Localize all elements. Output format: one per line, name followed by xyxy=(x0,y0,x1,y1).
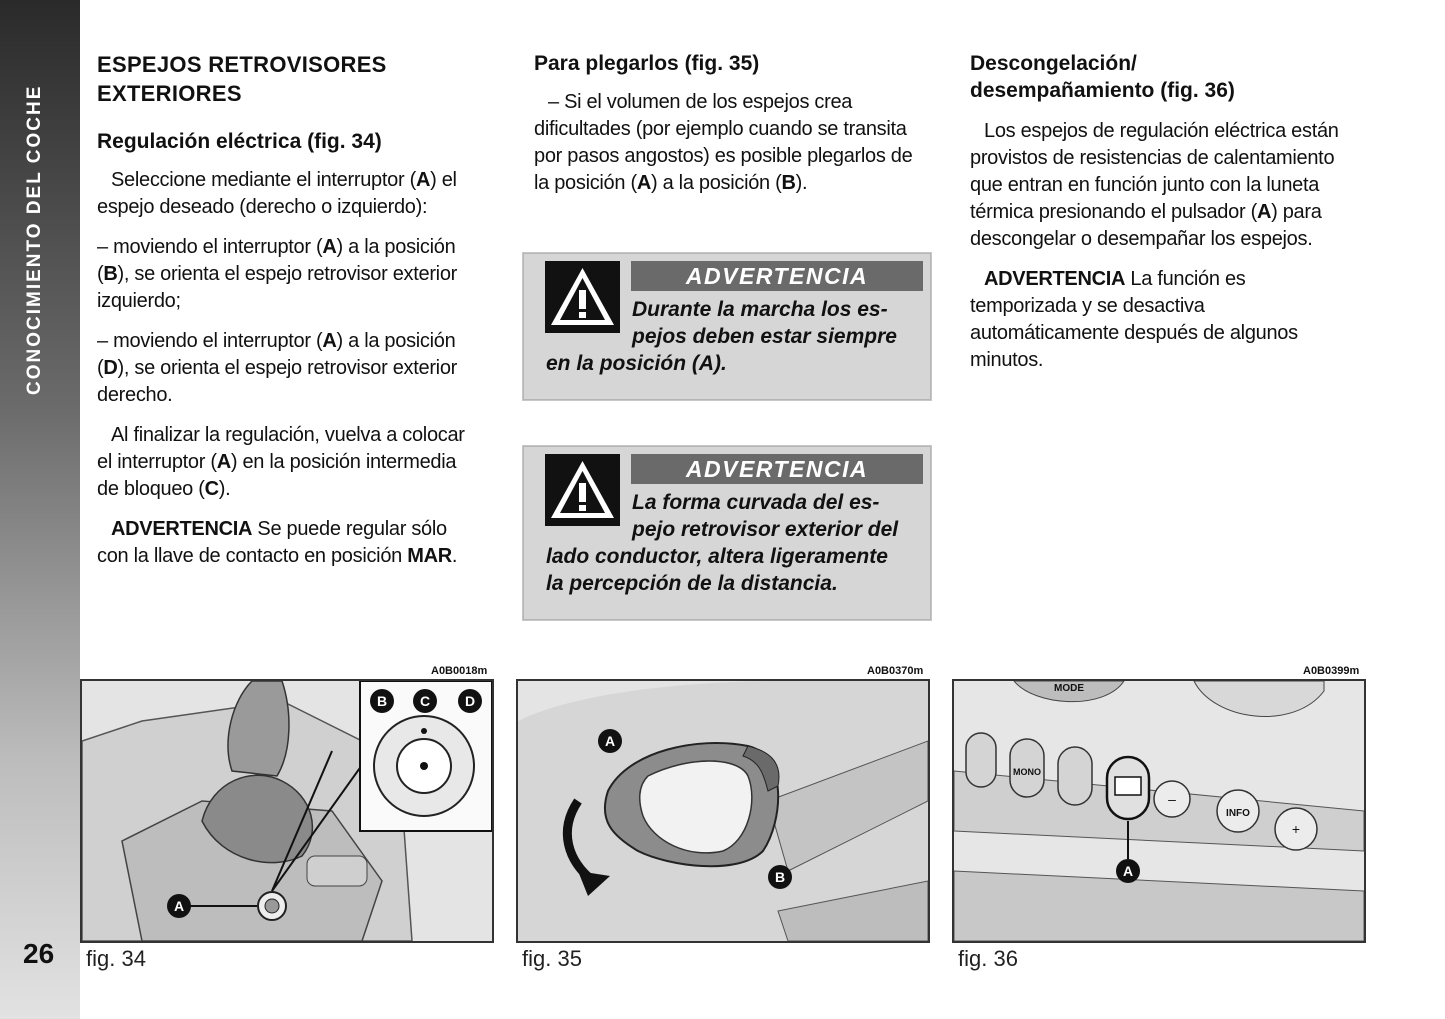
section-title xyxy=(97,50,477,108)
figure-code: A0B0399m xyxy=(1303,665,1360,677)
title-line-1: ESPEJOS RETROVISORES xyxy=(97,52,387,77)
figure-caption: fig. 34 xyxy=(86,946,146,971)
figure-label: C xyxy=(419,693,431,709)
warning-text-line: la percepción de la distancia. xyxy=(546,572,838,595)
figure-label: A xyxy=(1122,863,1134,879)
warning-box-2 xyxy=(523,446,931,620)
warning-text-line: Durante la marcha los es- xyxy=(632,298,888,321)
paragraph: – moviendo el interruptor (A) a la posición (B), se orienta el espejo retrovisor exterior izquierdo; xyxy=(97,236,458,312)
warning-text-line: pejos deben estar siempre xyxy=(632,325,897,348)
figure-36 xyxy=(952,679,1366,943)
figure-35 xyxy=(516,679,930,943)
subtitle-descongelacion xyxy=(970,50,1350,104)
warning-triangle-icon xyxy=(545,454,620,526)
title-line-2: EXTERIORES xyxy=(97,81,242,106)
warning-text-line: pejo retrovisor exterior del xyxy=(632,518,899,541)
figure-34 xyxy=(80,679,494,943)
subtitle-regulacion: Regulación eléctrica (fig. 34) xyxy=(97,130,382,153)
paragraph: – Si el volumen de los espejos crea dificultades (por ejemplo cuando se transita por pasos angostos) es posible plegarlos de la posición (A) a la posición (B). xyxy=(534,91,913,194)
figure-code: A0B0370m xyxy=(867,665,924,677)
figure-label: D xyxy=(464,693,476,709)
column-left xyxy=(97,50,477,583)
dashboard-label: – xyxy=(1168,791,1176,807)
warning-triangle-icon xyxy=(545,261,620,333)
figure-label: B xyxy=(376,693,388,709)
section-label: CONOCIMIENTO DEL COCHE xyxy=(24,84,45,395)
warning-box-1 xyxy=(523,253,931,400)
paragraph: Al finalizar la regulación, vuelva a colocar el interruptor (A) en la posición intermedia de bloqueo (C). xyxy=(97,424,465,500)
paragraph: ADVERTENCIA La función es temporizada y se desactiva automáticamente después de algunos minutos. xyxy=(970,268,1298,371)
paragraph: ADVERTENCIA Se puede regular sólo con la llave de contacto en posición MAR. xyxy=(97,518,458,567)
subtitle-plegarlos: Para plegarlos (fig. 35) xyxy=(534,52,760,75)
warning-text-line: La forma curvada del es- xyxy=(632,491,880,514)
figure-label: B xyxy=(774,869,786,885)
figure-caption: fig. 36 xyxy=(958,946,1018,971)
dashboard-label: INFO xyxy=(1226,808,1250,819)
column-right xyxy=(970,50,1350,387)
figure-caption: fig. 35 xyxy=(522,946,582,971)
warning-text-line: en la posición (A). xyxy=(546,352,727,375)
subtitle-line-1: Descongelación/ xyxy=(970,52,1137,75)
dashboard-label: MODE xyxy=(1054,683,1084,694)
paragraph: – moviendo el interruptor (A) a la posición (D), se orienta el espejo retrovisor exterior derecho. xyxy=(97,330,458,406)
warning-header: ADVERTENCIA xyxy=(631,454,923,484)
column-middle xyxy=(534,50,914,210)
dashboard-label: + xyxy=(1291,821,1301,837)
figure-label: A xyxy=(604,733,616,749)
paragraph: Los espejos de regulación eléctrica están provistos de resistencias de calentamiento que entran en función junto con la luneta térmica presionando el pulsador (A) para descongelar o desempañar los espejos. xyxy=(970,120,1339,250)
figure-code: A0B0018m xyxy=(431,665,488,677)
subtitle-line-2: desempañamiento (fig. 36) xyxy=(970,79,1235,102)
figure-label: A xyxy=(173,898,185,914)
page-number: 26 xyxy=(23,938,55,969)
paragraph: Seleccione mediante el interruptor (A) el espejo deseado (derecho o izquierdo): xyxy=(97,169,457,218)
warning-text-line: lado conductor, altera ligeramente xyxy=(546,545,888,568)
warning-header: ADVERTENCIA xyxy=(631,261,923,291)
dashboard-label: MONO xyxy=(1013,767,1041,777)
